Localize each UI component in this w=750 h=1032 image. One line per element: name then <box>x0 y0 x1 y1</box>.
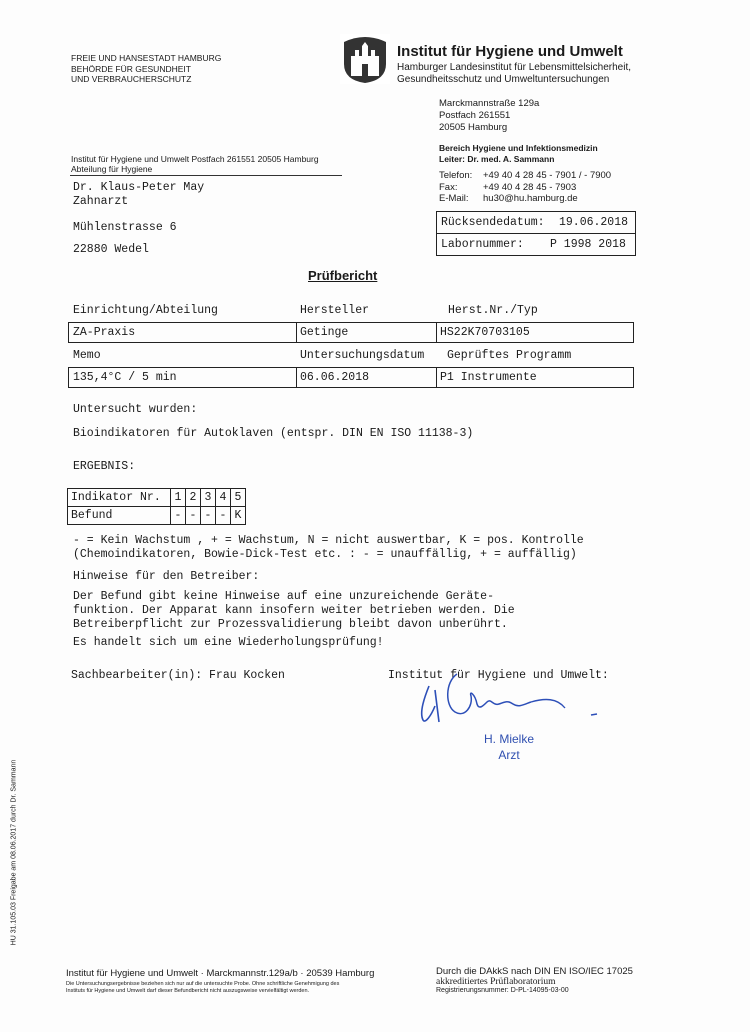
contact-label: Telefon: <box>439 170 473 181</box>
sender-divider <box>70 175 342 176</box>
contact-row <box>439 193 611 205</box>
contact-label: Fax: <box>439 181 458 193</box>
programm-label: Geprüftes Programm <box>447 349 572 362</box>
indicator-number: 5 <box>231 489 246 507</box>
memo-label: Memo <box>73 349 101 362</box>
institute-sign-label: Institut für Hygiene und Umwelt: <box>388 669 609 682</box>
authority-line: UND VERBRAUCHERSCHUTZ <box>71 74 192 84</box>
indicator-result: K <box>231 507 246 525</box>
indicator-result: - <box>201 507 216 525</box>
herstnr-value: HS22K70703105 <box>440 326 530 339</box>
return-date-box <box>436 211 636 234</box>
indicator-number: 1 <box>171 489 186 507</box>
indicator-header: Indikator Nr. <box>68 489 171 507</box>
recipient-street: Mühlenstrasse 6 <box>73 221 177 234</box>
notes-line: Betreiberpflicht zur Prozessvalidierung bleibt davon unberührt. <box>73 618 508 631</box>
contact-row <box>439 170 611 182</box>
indicator-table <box>67 488 246 525</box>
values-row-2 <box>68 367 634 388</box>
authority-line: FREIE UND HANSESTADT HAMBURG <box>71 53 222 63</box>
accreditation-line: Durch die DAkkS nach DIN EN ISO/IEC 17025 <box>436 966 633 977</box>
hersteller-value: Getinge <box>300 326 349 339</box>
examined-label: Untersucht wurden: <box>73 403 198 416</box>
handwritten-signature <box>415 660 610 730</box>
sender-department: Abteilung für Hygiene <box>71 164 153 174</box>
side-release-note: HU 31.105.03 Freigabe am 08.06.2017 durch Dr. Sammann <box>10 759 18 946</box>
lab-number-box <box>436 233 636 256</box>
result-label: ERGEBNIS: <box>73 460 136 473</box>
notes-block <box>73 590 515 632</box>
notes-label: Hinweise für den Betreiber: <box>73 570 260 583</box>
indicator-number: 2 <box>186 489 201 507</box>
indicator-result-row <box>68 507 246 525</box>
indicator-result: - <box>171 507 186 525</box>
hersteller-label: Hersteller <box>300 304 370 317</box>
contact-block <box>439 170 611 205</box>
stamp-name: H. Mielke <box>483 732 534 746</box>
department-name: Bereich Hygiene und Infektionsmedizin <box>439 143 598 153</box>
footer-disclaimer <box>66 981 339 994</box>
return-date-value: 19.06.2018 <box>559 216 629 229</box>
indicator-number: 3 <box>201 489 216 507</box>
institute-subtitle <box>397 62 631 86</box>
legend-line: (Chemoindikatoren, Bowie-Dick-Test etc. : - = unauffällig, + = auffällig) <box>73 548 577 561</box>
footer-accreditation <box>436 966 633 994</box>
sender-line: Institut für Hygiene und Umwelt Postfach 261551 20505 Hamburg <box>71 154 319 164</box>
lab-number-label: Labornummer: <box>441 238 524 251</box>
stamp-role: Arzt <box>498 748 520 762</box>
indicator-number: 4 <box>216 489 231 507</box>
repeat-note: Es handelt sich um eine Wiederholungsprüfung! <box>73 636 384 649</box>
examined-value: Bioindikatoren für Autoklaven (entspr. DIN EN ISO 11138-3) <box>73 427 474 440</box>
datum-label: Untersuchungsdatum <box>300 349 425 362</box>
memo-value: 135,4°C / 5 min <box>73 371 177 384</box>
department-block <box>439 143 598 164</box>
address-line: Postfach 261551 <box>439 110 511 121</box>
recipient-title: Zahnarzt <box>73 195 129 208</box>
contact-value: +49 40 4 28 45 - 7903 <box>483 181 577 193</box>
return-date-label: Rücksendedatum: <box>441 216 545 229</box>
recipient-city: 22880 Wedel <box>73 243 149 256</box>
indicator-result: - <box>216 507 231 525</box>
contact-label: E-Mail: <box>439 193 469 204</box>
address-line: Marckmannstraße 129a <box>439 98 540 109</box>
contact-row <box>439 182 611 194</box>
institute-subtitle-line: Gesundheitsschutz und Umweltuntersuchungen <box>397 74 610 85</box>
recipient-name: Dr. Klaus-Peter May <box>73 181 205 194</box>
recipient-block <box>73 181 204 257</box>
clerk-line: Sachbearbeiter(in): Frau Kocken <box>71 669 285 682</box>
email-link[interactable]: hu30@hu.hamburg.de <box>483 193 578 204</box>
datum-value: 06.06.2018 <box>300 371 370 384</box>
herstnr-label: Herst.Nr./Typ <box>448 304 538 317</box>
hamburg-castle-logo <box>340 34 390 84</box>
institute-subtitle-line: Hamburger Landesinstitut für Lebensmittelsicherheit, <box>397 62 632 73</box>
footer-disclaimer-line: Instituts für Hygiene und Umwelt darf dieser Befundbericht nicht auszugsweise vervielfältigt werden. <box>66 987 310 994</box>
report-heading: Prüfbericht <box>308 268 378 283</box>
indicator-result: - <box>186 507 201 525</box>
indicator-number-row <box>68 489 246 507</box>
accreditation-line: akkreditiertes Prüflaboratorium <box>436 977 556 987</box>
einrichtung-value: ZA-Praxis <box>73 326 136 339</box>
legend-line: - = Kein Wachstum , + = Wachstum, N = nicht auswertbar, K = pos. Kontrolle <box>73 534 584 547</box>
physician-stamp <box>478 731 540 763</box>
institute-name: Institut für Hygiene und Umwelt <box>397 43 623 60</box>
values-row-1 <box>68 322 634 343</box>
footer-address: Institut für Hygiene und Umwelt · Marckmannstr.129a/b · 20539 Hamburg <box>66 968 375 979</box>
department-head: Leiter: Dr. med. A. Sammann <box>439 153 555 164</box>
institute-address <box>439 98 539 134</box>
contact-value: +49 40 4 28 45 - 7901 / - 7900 <box>483 170 612 181</box>
footer-disclaimer-line: Die Untersuchungsergebnisse beziehen sich nur auf die untersuchte Probe. Ohne schriftliche Genehmigung des <box>66 981 340 987</box>
einrichtung-label: Einrichtung/Abteilung <box>73 304 218 317</box>
address-line: 20505 Hamburg <box>439 122 508 133</box>
authority-block <box>71 53 221 85</box>
registration-number: Registrierungsnummer: D-PL-14095-03-00 <box>436 987 569 994</box>
legend-block <box>73 534 584 562</box>
result-row-label: Befund <box>68 507 171 525</box>
lab-number-value: P 1998 2018 <box>550 238 626 251</box>
authority-line: BEHÖRDE FÜR GESUNDHEIT <box>71 63 191 74</box>
notes-line: funktion. Der Apparat kann insofern weiter betrieben werden. Die <box>73 604 515 617</box>
programm-value: P1 Instrumente <box>440 371 537 384</box>
notes-line: Der Befund gibt keine Hinweise auf eine unzureichende Geräte- <box>73 590 494 603</box>
